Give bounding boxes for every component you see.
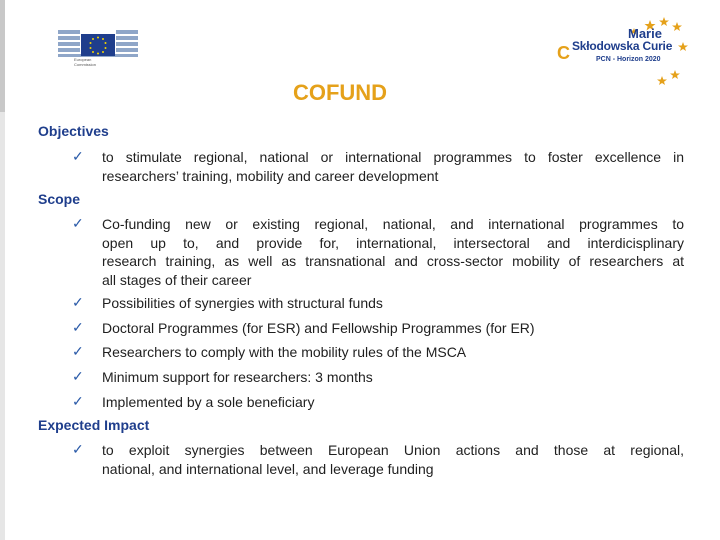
objectives-item: to stimulate regional, national or international programmes to foster excellence in researchers’ training, mobility and career development <box>102 149 684 184</box>
check-icon: ✓ <box>72 393 84 409</box>
check-icon: ✓ <box>72 441 84 457</box>
check-icon: ✓ <box>72 319 84 335</box>
msca-name-text: Skłodowska Curie <box>572 39 673 53</box>
objectives-heading: Objectives <box>38 123 109 139</box>
scope-item: Implemented by a sole beneficiary <box>102 394 315 410</box>
msca-partial-c: C <box>557 43 570 63</box>
scope-item: Possibilities of synergies with structural funds <box>102 295 383 311</box>
european-commission-logo <box>56 24 140 72</box>
scope-heading: Scope <box>38 191 81 207</box>
scope-item: Doctoral Programmes (for ESR) and Fellowship Programmes (for ER) <box>102 320 535 336</box>
check-icon: ✓ <box>72 215 84 231</box>
ec-logo-caption: European Commission <box>74 57 97 67</box>
page-title: COFUND <box>292 80 388 105</box>
check-icon: ✓ <box>72 343 84 359</box>
expected-impact-item: to exploit synergies between European Union actions and those at regional, national, and international level, and leverage funding <box>102 442 684 477</box>
check-icon: ✓ <box>72 368 84 384</box>
scope-item: Researchers to comply with the mobility rules of the MSCA <box>102 344 467 360</box>
scope-item-cofunding: Co-funding new or existing regional, national, and international programmes to open up to, and provide for, international, intersectoral and interdicisplinary research training, as well as transnational and cross-sector mobility of researchers at all stages of their career <box>102 216 684 288</box>
expected-impact-heading: Expected Impact <box>38 417 150 433</box>
check-icon: ✓ <box>72 148 84 164</box>
msca-subtitle: PCN - Horizon 2020 <box>596 56 661 63</box>
msca-marie-text: Marie <box>628 26 662 41</box>
check-icon: ✓ <box>72 294 84 310</box>
scope-item: Minimum support for researchers: 3 months <box>102 369 373 385</box>
